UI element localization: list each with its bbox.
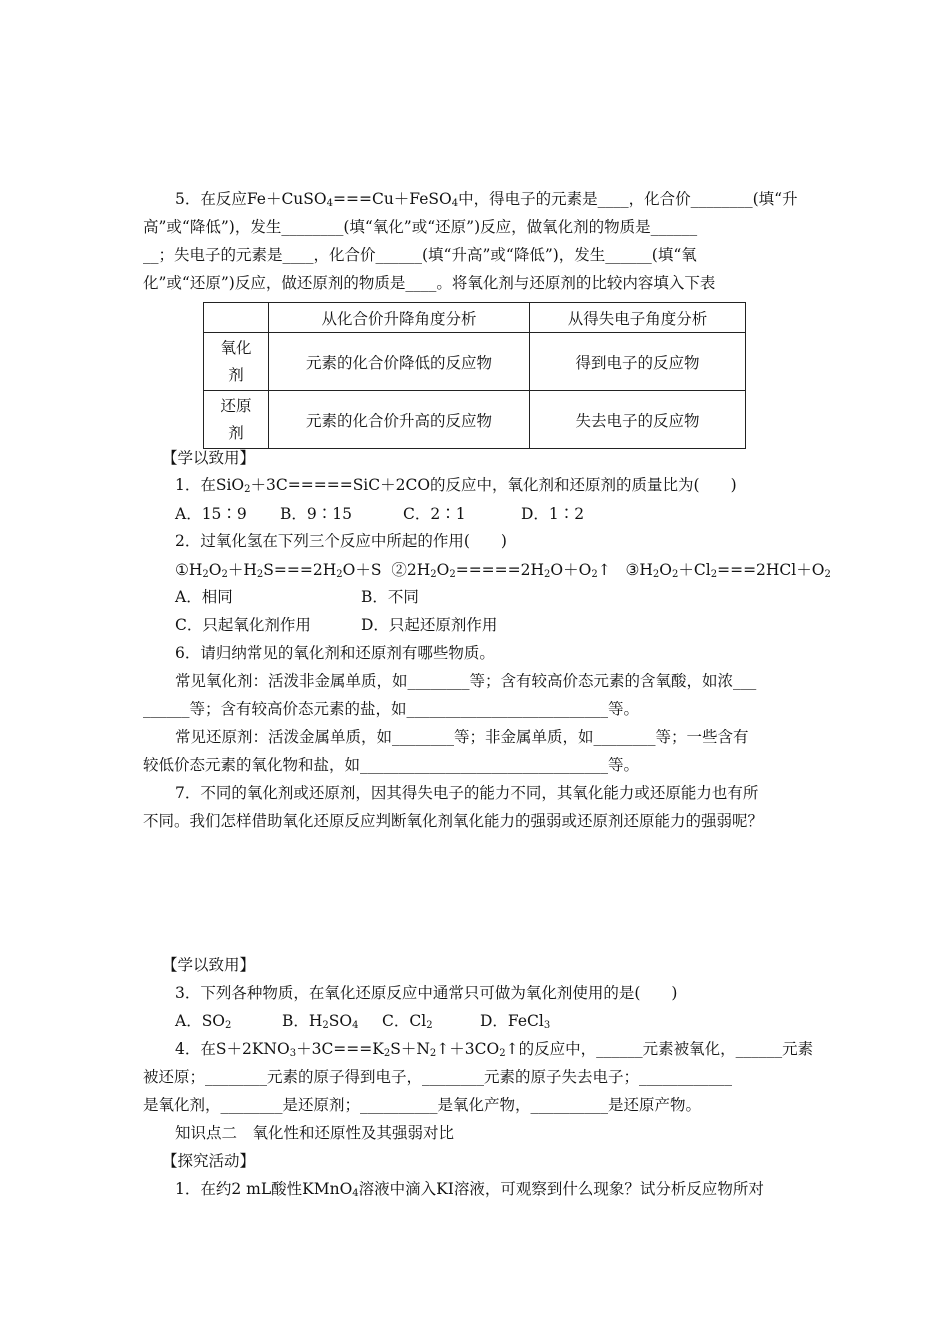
q2-option-d: D．只起还原剂作用 <box>361 616 498 634</box>
q1-options <box>175 501 811 527</box>
q5-line-2: 高”或“降低”)，发生________(填“氧化”或“还原”)反应，做氧化剂的物质是______ <box>143 218 698 236</box>
q6-line-4: 较低价态元素的氧化物和盐，如________________________________等。 <box>143 756 640 774</box>
q4-line-3: 是氧化剂，________是还原剂；__________是氧化产物，__________是还原产物。 <box>143 1096 702 1114</box>
comparison-table <box>203 302 746 449</box>
q1-option-a: A．15∶9 <box>175 505 247 523</box>
table-cell: 元素的化合价降低的反应物 <box>269 333 530 391</box>
table-cell: 元素的化合价升高的反应物 <box>269 391 530 449</box>
table-header-row <box>204 303 746 333</box>
q7-line-2: 不同。我们怎样借助氧化还原反应判断氧化剂氧化能力的强弱或还原剂还原能力的强弱呢？ <box>143 812 764 830</box>
q3-option-d: D．FeCl$_3$ <box>480 1012 551 1031</box>
q4-line-2: 被还原；________元素的原子得到电子，________元素的原子失去电子；____________ <box>143 1068 733 1086</box>
explore-q1-line-1: 1．在约2 mL酸性KMnO$_4$溶液中滴入KI溶液，可观察到什么现象？试分析反应物所对 <box>175 1180 764 1199</box>
knowledge-point-heading: 知识点二 氧化性和还原性及其强弱对比 <box>175 1124 455 1142</box>
q6-stem: 6．请归纳常见的氧化剂和还原剂有哪些物质。 <box>175 644 495 662</box>
table-cell: 失去电子的反应物 <box>530 391 746 449</box>
table-row <box>204 333 746 391</box>
q6-line-2: ______等；含有较高价态元素的盐，如__________________________等。 <box>143 700 640 718</box>
q2-stem: 2．过氧化氢在下列三个反应中所起的作用( ) <box>175 532 507 550</box>
q3-option-c: C．$Cl_2$ <box>382 1012 433 1031</box>
q2-option-b: B．不同 <box>361 588 419 606</box>
table-row-label-reductant: 还原 剂 <box>204 391 269 449</box>
q6-line-3: 常见还原剂：活泼金属单质，如________等；非金属单质，如________等；一些含有 <box>175 728 749 746</box>
q2-option-c: C．只起氧化剂作用 <box>175 616 311 634</box>
q5-line-3: __；失电子的元素是____，化合价______(填“升高”或“降低”)，发生______(填“氧 <box>143 246 697 264</box>
table-corner-cell <box>204 303 269 333</box>
section-heading-apply: 【学以致用】 <box>162 449 256 467</box>
q5-line-4: 化”或“还原”)反应，做还原剂的物质是____。将氧化剂与还原剂的比较内容填入下表 <box>143 274 716 292</box>
q2-reaction-1: $①H_2O_2+H_2S===2H_2O+S$ <box>175 561 382 580</box>
q2-reaction-3: $③H_2O_2+Cl_2===2HCl+O_2$ <box>625 561 831 580</box>
q4-line-1: 4．在$S+2KNO_3+3C===K_2S+N_2↑+3CO_2↑$的反应中，______元素被氧化，______元素 <box>175 1040 814 1059</box>
q2-options-ab <box>175 584 811 610</box>
q5-line-1: 5．在反应Fe＋CuSO$_4$===Cu＋FeSO$_4$中，得电子的元素是____，化合价________(填“升 <box>175 190 798 209</box>
q7-line-1: 7．不同的氧化剂或还原剂，因其得失电子的能力不同，其氧化能力或还原能力也有所 <box>175 784 759 802</box>
q6-line-1: 常见氧化剂：活泼非金属单质，如________等；含有较高价态元素的含氧酸，如浓___ <box>175 672 757 690</box>
table-row-label-oxidant: 氧化 剂 <box>204 333 269 391</box>
table-cell: 得到电子的反应物 <box>530 333 746 391</box>
q3-option-b: B．$H_2SO_4$ <box>282 1012 359 1031</box>
q1-option-d: D．1∶2 <box>521 505 585 523</box>
q3-option-a: A．$SO_2$ <box>175 1012 232 1031</box>
q2-reaction-2: $②2H_2O_2=====2H_2O+O_2↑$ <box>391 561 611 580</box>
table-header-electron: 从得失电子角度分析 <box>530 303 746 333</box>
q1-stem: 1．在SiO$_2$＋3C=====SiC＋2CO的反应中，氧化剂和还原剂的质量比为( ) <box>175 476 737 495</box>
q1-option-c: C．2∶1 <box>403 505 466 523</box>
q1-option-b: B．9∶15 <box>280 505 352 523</box>
q3-stem: 3．下列各种物质，在氧化还原反应中通常只可做为氧化剂使用的是( ) <box>175 984 678 1002</box>
q3-options <box>175 1008 811 1034</box>
q2-option-a: A．相同 <box>175 588 233 606</box>
table-header-valence: 从化合价升降角度分析 <box>269 303 530 333</box>
q2-options-cd <box>175 612 811 638</box>
q2-reactions <box>175 557 831 583</box>
table-row <box>204 391 746 449</box>
section-heading-explore: 【探究活动】 <box>162 1152 256 1170</box>
section-heading-apply-2: 【学以致用】 <box>162 956 256 974</box>
